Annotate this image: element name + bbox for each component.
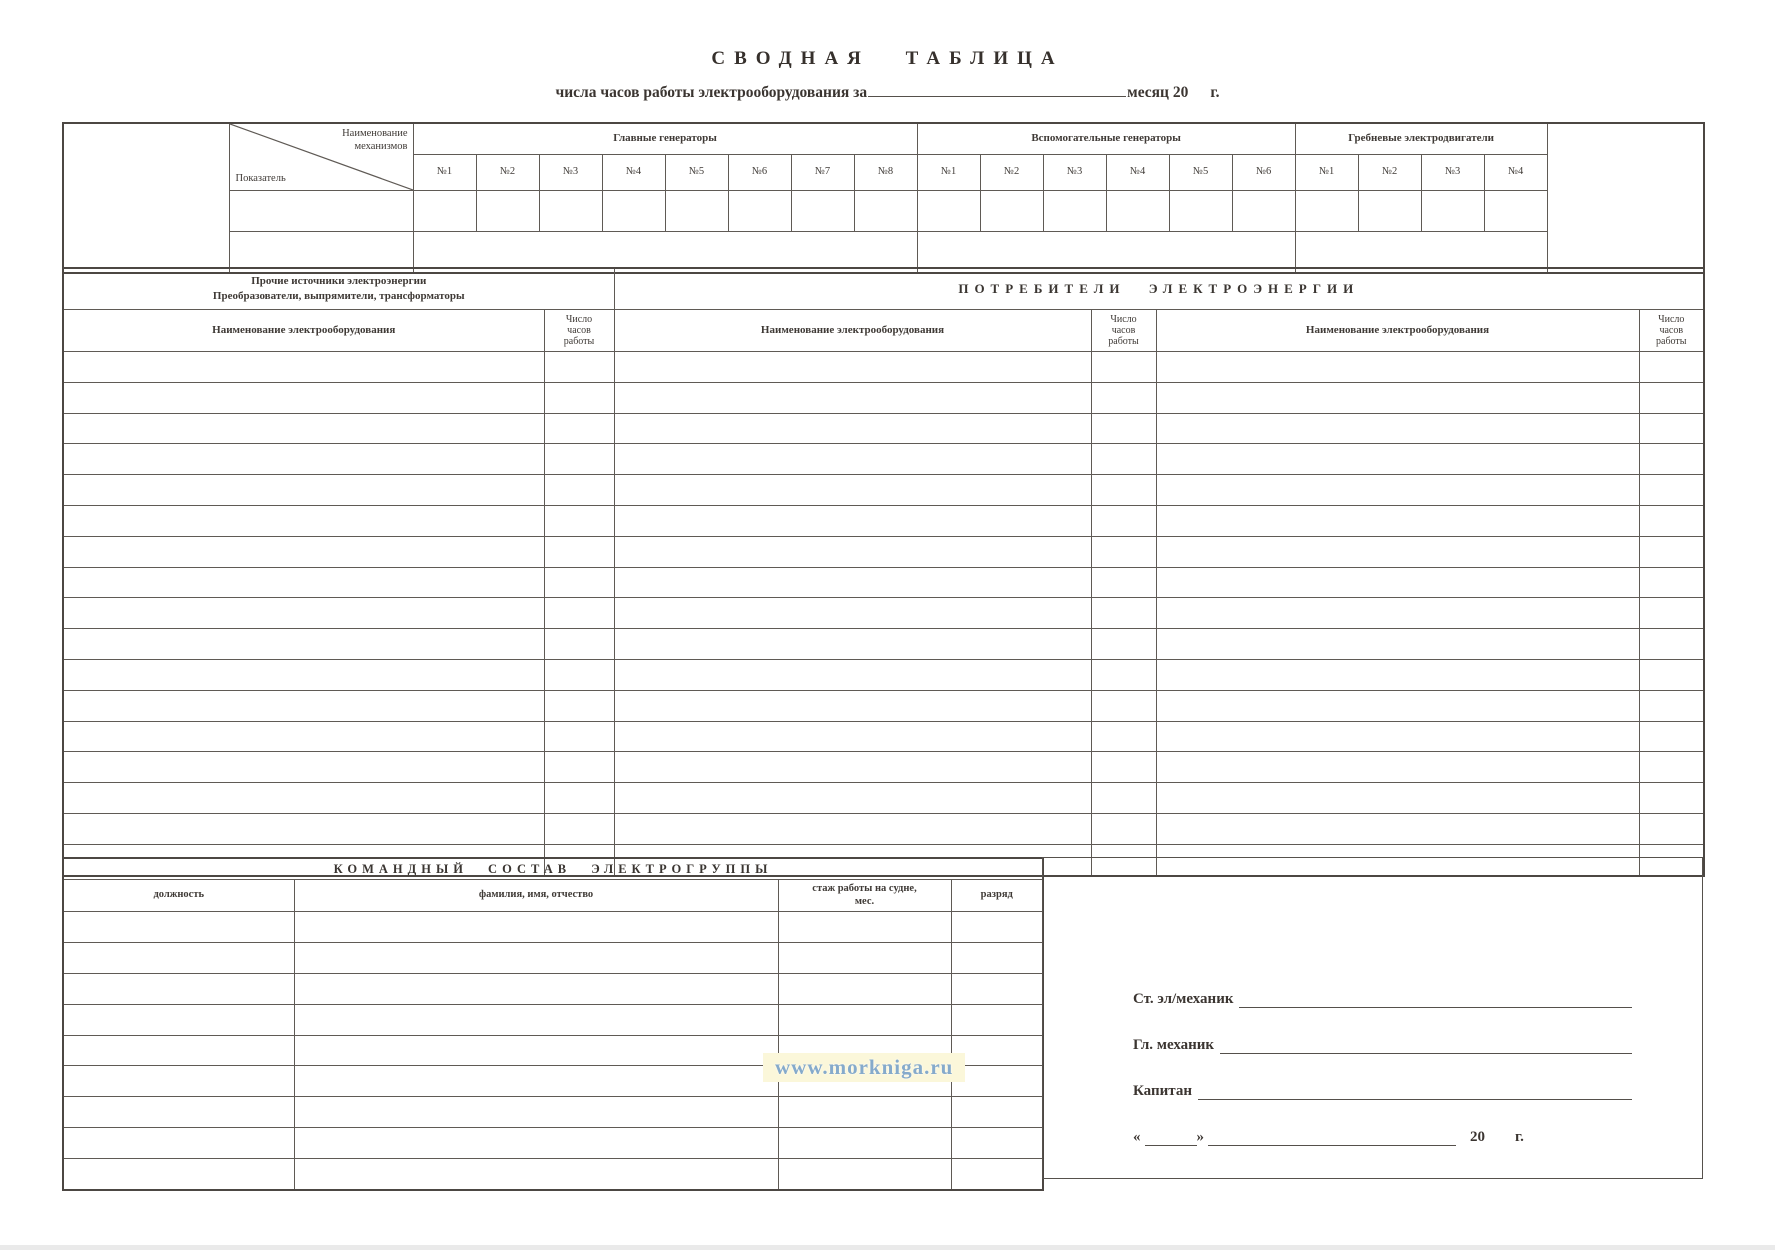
empty-cell: №2 (476, 155, 539, 191)
empty-cell: №1 (413, 155, 476, 191)
empty-cell (614, 598, 1091, 629)
empty-cell (951, 1128, 1043, 1159)
empty-cell (1106, 191, 1169, 232)
empty-cell (614, 783, 1091, 814)
empty-cell (1091, 413, 1156, 444)
empty-cell (544, 505, 614, 536)
empty-cell (1091, 352, 1156, 383)
empty-cell (951, 942, 1043, 973)
empty-cell (778, 942, 951, 973)
empty-cell (63, 912, 294, 943)
empty-cell: №1 (917, 155, 980, 191)
subtitle-year-letter: г. (1210, 84, 1220, 101)
empty-cell (539, 191, 602, 232)
col-header-equipment-name-2: Наименование электрооборудования (614, 310, 1091, 352)
captain-signature-line (1198, 1077, 1632, 1100)
empty-cell (1091, 382, 1156, 413)
date-day-blank (1145, 1123, 1197, 1146)
staff-row (63, 1159, 1043, 1190)
equipment-row (63, 721, 1704, 752)
empty-cell: №4 (1106, 155, 1169, 191)
empty-cell (63, 813, 544, 844)
empty-cell: №5 (1169, 155, 1232, 191)
equipment-row (63, 444, 1704, 475)
morkniga-watermark: www.morkniga.ru (763, 1053, 965, 1082)
empty-cell (63, 1159, 294, 1190)
empty-cell (544, 382, 614, 413)
empty-cell (1295, 191, 1358, 232)
empty-cell (1091, 659, 1156, 690)
empty-cell (778, 1159, 951, 1190)
subtitle-prefix: числа часов работы электрооборудования за (555, 84, 868, 101)
corner-top-label: Наименование механизмов (342, 128, 408, 153)
scan-edge-shadow (0, 1245, 1775, 1250)
empty-cell (728, 191, 791, 232)
empty-cell (951, 1004, 1043, 1035)
empty-cell (63, 690, 544, 721)
staff-row (63, 1097, 1043, 1128)
empty-cell (63, 659, 544, 690)
empty-cell (1156, 505, 1639, 536)
empty-cell (544, 567, 614, 598)
col-header-equipment-name-1: Наименование электрооборудования (63, 310, 544, 352)
empty-cell (63, 629, 544, 660)
right-margin-cell (1547, 123, 1704, 273)
empty-cell (1232, 191, 1295, 232)
empty-cell (1639, 629, 1704, 660)
empty-cell (1639, 567, 1704, 598)
empty-cell (614, 721, 1091, 752)
equipment-row (63, 813, 1704, 844)
empty-cell: №3 (1043, 155, 1106, 191)
empty-cell: №3 (1421, 155, 1484, 191)
empty-cell (1091, 690, 1156, 721)
empty-cell (63, 1004, 294, 1035)
command-staff-table (62, 857, 1044, 1191)
col-header-grade: разряд (951, 880, 1043, 912)
empty-cell: №6 (1232, 155, 1295, 191)
empty-cell (614, 382, 1091, 413)
empty-cell (614, 413, 1091, 444)
empty-cell (294, 1128, 778, 1159)
empty-cell (544, 413, 614, 444)
empty-cell (778, 1128, 951, 1159)
empty-cell (1639, 413, 1704, 444)
empty-cell (1091, 598, 1156, 629)
empty-cell (778, 973, 951, 1004)
empty-cell (63, 783, 544, 814)
empty-cell (1091, 783, 1156, 814)
band-other-sources-line2: Преобразователи, выпрямители, трансформаторы (212, 290, 465, 302)
chief-mechanic-label: Гл. механик (1133, 1037, 1215, 1053)
empty-cell: №4 (602, 155, 665, 191)
empty-cell (294, 942, 778, 973)
col-header-position: должность (63, 880, 294, 912)
empty-cell (63, 567, 544, 598)
empty-cell: №8 (854, 155, 917, 191)
empty-cell (63, 444, 544, 475)
empty-cell: №4 (1484, 155, 1547, 191)
empty-cell (1639, 475, 1704, 506)
empty-cell (1639, 505, 1704, 536)
empty-cell (476, 191, 539, 232)
empty-cell: №5 (665, 155, 728, 191)
equipment-row (63, 505, 1704, 536)
empty-cell: №3 (539, 155, 602, 191)
date-year-letter: г. (1515, 1129, 1524, 1145)
band-other-sources-line1: Прочие источники электроэнергии (251, 275, 427, 288)
empty-cell (1091, 444, 1156, 475)
empty-cell (778, 912, 951, 943)
empty-cell (1639, 352, 1704, 383)
month-blank-line (868, 82, 1126, 97)
empty-cell (63, 721, 544, 752)
empty-cell (1358, 191, 1421, 232)
empty-cell (544, 783, 614, 814)
date-month-blank (1208, 1123, 1456, 1146)
empty-cell (1484, 191, 1547, 232)
staff-row (63, 1128, 1043, 1159)
empty-cell (1043, 191, 1106, 232)
empty-cell (413, 191, 476, 232)
equipment-row (63, 598, 1704, 629)
signature-box (1042, 857, 1703, 1179)
empty-cell (614, 444, 1091, 475)
empty-cell (63, 413, 544, 444)
equipment-row (63, 567, 1704, 598)
empty-cell (614, 629, 1091, 660)
date-close-quote: » (1196, 1129, 1204, 1145)
empty-cell (1639, 783, 1704, 814)
empty-cell (1156, 567, 1639, 598)
empty-cell (1156, 444, 1639, 475)
empty-cell (602, 191, 665, 232)
col-header-full-name: фамилия, имя, отчество (294, 880, 778, 912)
empty-cell (1156, 721, 1639, 752)
staff-row (63, 942, 1043, 973)
empty-cell (778, 1097, 951, 1128)
col-header-service-time: стаж работы на судне, мес. (778, 880, 951, 912)
corner-bottom-label: Показатель (235, 173, 286, 185)
equipment-row (63, 475, 1704, 506)
empty-cell (1156, 536, 1639, 567)
empty-cell (1156, 690, 1639, 721)
empty-cell (614, 752, 1091, 783)
empty-cell (544, 752, 614, 783)
empty-cell (544, 721, 614, 752)
equipment-row (63, 783, 1704, 814)
empty-cell (544, 659, 614, 690)
empty-cell (1639, 690, 1704, 721)
empty-cell (63, 1097, 294, 1128)
corner-header-cell (229, 123, 413, 191)
empty-cell (63, 752, 544, 783)
col-header-hours-1: Число часов работы (544, 310, 614, 352)
group-header-main-generators: Главные генераторы (413, 123, 917, 155)
empty-cell (1156, 475, 1639, 506)
empty-cell (294, 1035, 778, 1066)
consumers-table (62, 267, 1705, 877)
empty-cell (229, 191, 413, 232)
signature-row-date (1133, 1124, 1632, 1146)
empty-cell (544, 598, 614, 629)
empty-cell (1639, 813, 1704, 844)
senior-electromechanic-label: Ст. эл/механик (1133, 991, 1234, 1007)
empty-cell (544, 536, 614, 567)
empty-cell (791, 191, 854, 232)
empty-cell (1091, 475, 1156, 506)
empty-cell (917, 191, 980, 232)
empty-cell (1156, 352, 1639, 383)
empty-cell (1169, 191, 1232, 232)
empty-cell (63, 1035, 294, 1066)
signature-row-captain (1133, 1078, 1632, 1100)
equipment-row (63, 352, 1704, 383)
empty-cell (1156, 598, 1639, 629)
band-consumers: ПОТРЕБИТЕЛИ ЭЛЕКТРОЭНЕРГИИ (614, 268, 1704, 310)
empty-cell (1091, 752, 1156, 783)
empty-cell (544, 352, 614, 383)
empty-cell (544, 444, 614, 475)
empty-cell (665, 191, 728, 232)
empty-cell (294, 912, 778, 943)
empty-cell (1639, 659, 1704, 690)
empty-cell (544, 690, 614, 721)
empty-cell (1639, 536, 1704, 567)
empty-cell (1421, 191, 1484, 232)
page-title: СВОДНАЯ ТАБЛИЦА (711, 48, 1064, 69)
empty-cell (294, 1066, 778, 1097)
col-header-equipment-name-3: Наименование электрооборудования (1156, 310, 1639, 352)
empty-cell (1091, 721, 1156, 752)
empty-cell: №2 (980, 155, 1043, 191)
empty-cell (778, 1004, 951, 1035)
date-year: 20 (1470, 1129, 1485, 1145)
equipment-row (63, 659, 1704, 690)
equipment-row (63, 629, 1704, 660)
empty-cell (544, 813, 614, 844)
empty-cell (951, 1097, 1043, 1128)
date-open-quote: « (1133, 1129, 1141, 1145)
empty-cell (614, 536, 1091, 567)
empty-cell (544, 475, 614, 506)
empty-cell (63, 598, 544, 629)
equipment-row (63, 382, 1704, 413)
empty-cell (614, 659, 1091, 690)
empty-cell: №6 (728, 155, 791, 191)
staff-row (63, 973, 1043, 1004)
col-header-hours-2: Число часов работы (1091, 310, 1156, 352)
equipment-row (63, 690, 1704, 721)
empty-cell (1156, 783, 1639, 814)
empty-cell (1091, 629, 1156, 660)
empty-cell (294, 1097, 778, 1128)
empty-cell (614, 690, 1091, 721)
staff-row (63, 1004, 1043, 1035)
senior-electromechanic-signature-line (1239, 985, 1632, 1008)
empty-cell (854, 191, 917, 232)
empty-cell (614, 567, 1091, 598)
staff-row (63, 912, 1043, 943)
empty-cell (63, 352, 544, 383)
empty-cell (544, 629, 614, 660)
empty-cell (1639, 721, 1704, 752)
band-other-sources (63, 268, 614, 310)
empty-cell (63, 1128, 294, 1159)
equipment-row (63, 413, 1704, 444)
empty-cell (614, 813, 1091, 844)
captain-label: Капитан (1133, 1083, 1192, 1099)
empty-cell: №7 (791, 155, 854, 191)
empty-cell (980, 191, 1043, 232)
empty-cell: №1 (1295, 155, 1358, 191)
band-command-staff: КОМАНДНЫЙ СОСТАВ ЭЛЕКТРОГРУППЫ (63, 858, 1043, 880)
equipment-row (63, 752, 1704, 783)
empty-cell (951, 973, 1043, 1004)
generators-table (62, 122, 1705, 274)
chief-mechanic-signature-line (1220, 1031, 1632, 1054)
signature-row-chief-mechanic (1133, 1032, 1632, 1054)
empty-cell (951, 912, 1043, 943)
empty-cell (63, 505, 544, 536)
empty-cell (1091, 813, 1156, 844)
empty-cell (1639, 598, 1704, 629)
empty-cell (614, 352, 1091, 383)
empty-cell (1639, 444, 1704, 475)
group-header-aux-generators: Вспомогательные генераторы (917, 123, 1295, 155)
empty-cell (1156, 413, 1639, 444)
empty-cell (294, 973, 778, 1004)
empty-cell (1156, 813, 1639, 844)
empty-cell (1639, 752, 1704, 783)
empty-cell (63, 536, 544, 567)
empty-cell (951, 1159, 1043, 1190)
empty-cell (1156, 752, 1639, 783)
empty-cell (1156, 659, 1639, 690)
empty-cell (63, 973, 294, 1004)
empty-cell (294, 1159, 778, 1190)
col-header-hours-3: Число часов работы (1639, 310, 1704, 352)
left-margin-cell (63, 123, 229, 273)
empty-cell (1091, 567, 1156, 598)
hours-entry-row (63, 191, 1704, 232)
empty-cell (1156, 629, 1639, 660)
equipment-row (63, 536, 1704, 567)
empty-cell: №2 (1358, 155, 1421, 191)
empty-cell (63, 475, 544, 506)
empty-cell (614, 475, 1091, 506)
empty-cell (1156, 382, 1639, 413)
group-header-propulsion-motors: Гребневые электродвигатели (1295, 123, 1547, 155)
empty-cell (1091, 536, 1156, 567)
empty-cell (294, 1004, 778, 1035)
subtitle-suffix: месяц 20 (1127, 84, 1189, 101)
empty-cell (1639, 382, 1704, 413)
empty-cell (63, 1066, 294, 1097)
empty-cell (63, 942, 294, 973)
empty-cell (63, 382, 544, 413)
empty-cell (614, 505, 1091, 536)
empty-cell (1091, 505, 1156, 536)
page-subtitle (0, 82, 1775, 102)
signature-row-senior-electromechanic (1133, 986, 1632, 1008)
